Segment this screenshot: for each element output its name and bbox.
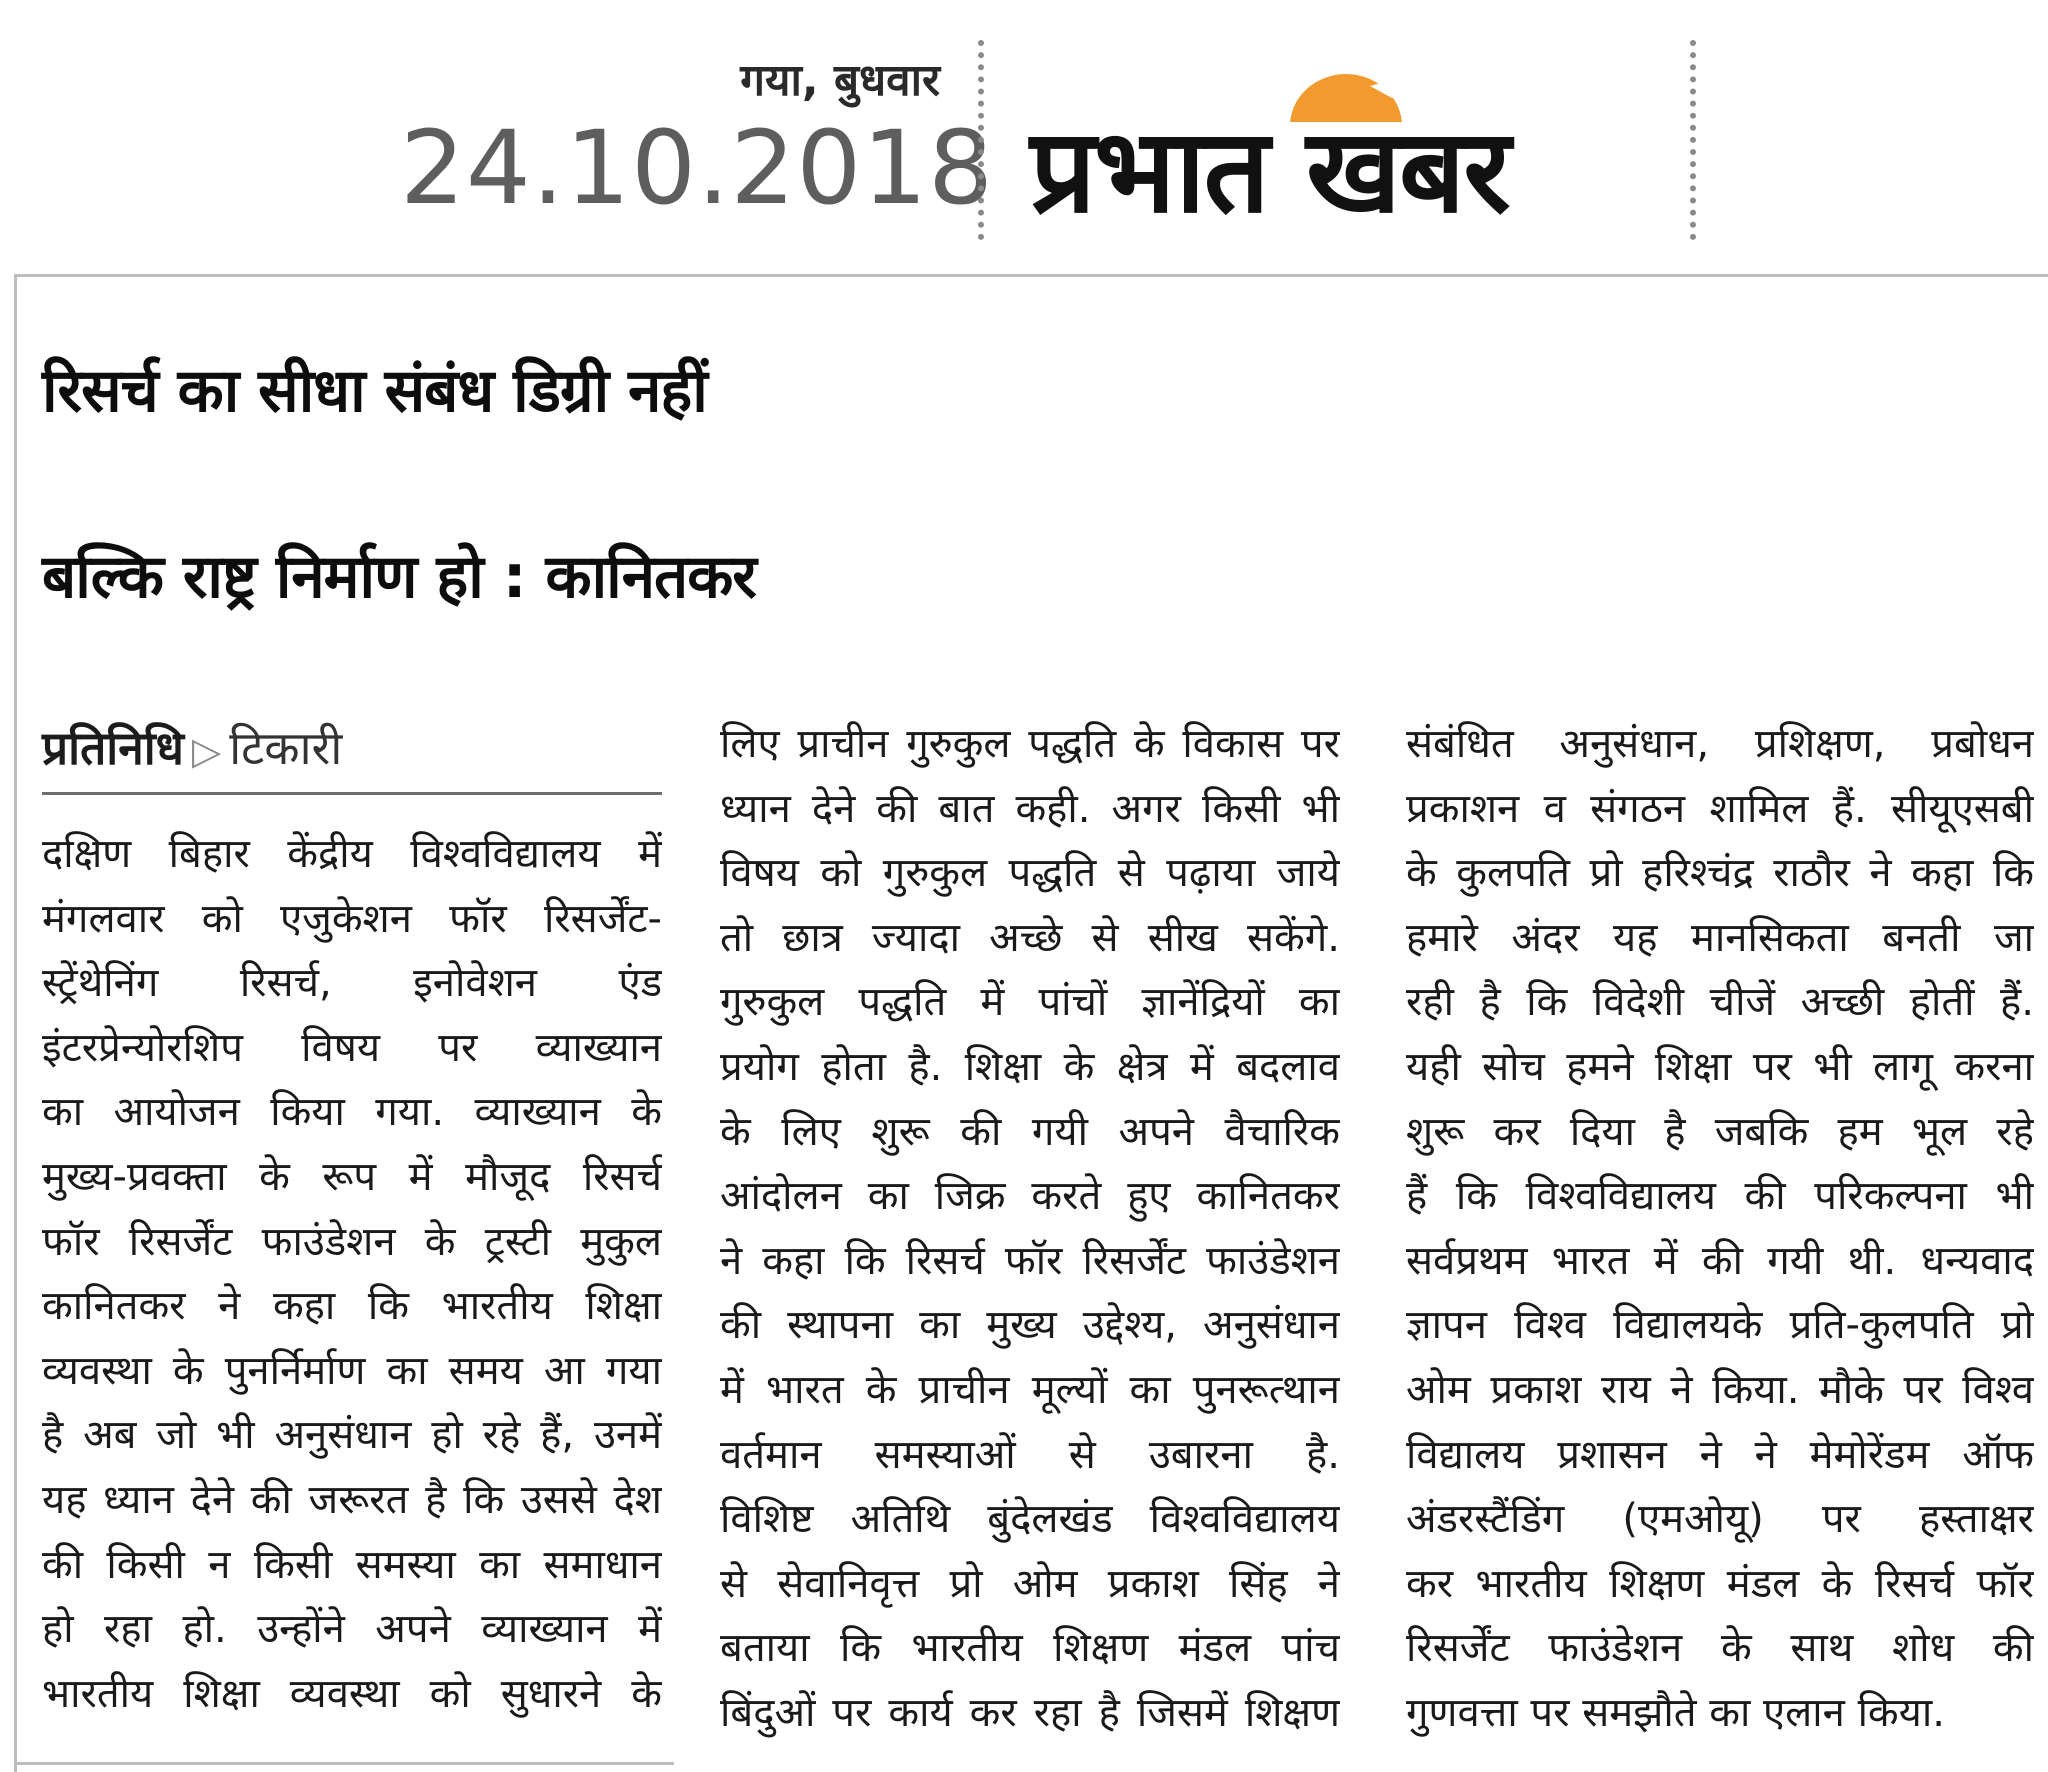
byline-place: टिकारी	[229, 721, 343, 775]
article-text-line: आंदोलन का जिक्र करते हुए कानितकर	[720, 1173, 1340, 1220]
article-column-2	[720, 712, 1340, 1746]
article-column-3	[1406, 712, 2034, 1746]
article-text-line: सर्वप्रथम भारत में की गयी थी. धन्यवाद	[1406, 1237, 2034, 1284]
article-text-line: की किसी न किसी समस्या का समाधान	[42, 1541, 662, 1588]
article-text-line: विद्यालय प्रशासन ने ने मेमोरेंडम ऑफ	[1406, 1431, 2034, 1478]
logo-wordmark: प्रभात खबर	[1030, 104, 1509, 239]
newspaper-logo	[1030, 58, 1670, 238]
byline-author: प्रतिनिधि	[42, 721, 184, 775]
article-text-line: यह ध्यान देने की जरूरत है कि उससे देश	[42, 1476, 662, 1523]
byline	[42, 716, 662, 786]
article-text-line: रही है कि विदेशी चीजें अच्छी होतीं हैं.	[1406, 979, 2034, 1026]
masthead-divider-right	[1690, 40, 1696, 240]
article-text-line: शुरू कर दिया है जबकि हम भूल रहे	[1406, 1108, 2034, 1155]
article-text-line: भारतीय शिक्षा व्यवस्था को सुधारने के	[42, 1670, 662, 1717]
article-text-line: ने कहा कि रिसर्च फॉर रिसर्जेंट फाउंडेशन	[720, 1237, 1340, 1284]
article-text-line: बताया कि भारतीय शिक्षण मंडल पांच	[720, 1625, 1340, 1672]
article-text-line: लिए प्राचीन गुरुकुल पद्धति के विकास पर	[720, 721, 1340, 767]
byline-rule	[42, 792, 662, 795]
article-text-line: व्यवस्था के पुनर्निर्माण का समय आ गया	[42, 1347, 662, 1394]
article-text-line: कर भारतीय शिक्षण मंडल के रिसर्च फॉर	[1406, 1560, 2034, 1607]
article-text-line: अंडरस्टैंडिंग (एमओयू) पर हस्ताक्षर	[1406, 1496, 2034, 1543]
triangle-right-icon: ▷	[191, 729, 222, 773]
article-text-line: फॉर रिसर्जेंट फाउंडेशन के ट्रस्टी मुकुल	[42, 1218, 662, 1265]
article-text-line: के लिए शुरू की गयी अपने वैचारिक	[720, 1108, 1340, 1155]
headline-line: रिसर्च का सीधा संबंध डिग्री नहीं	[42, 356, 707, 426]
article-text-line: हमारे अंदर यह मानसिकता बनती जा	[1406, 914, 2034, 961]
article-text-line: का आयोजन किया गया. व्याख्यान के	[42, 1089, 662, 1136]
article-text-line: रिसर्जेंट फाउंडेशन के साथ शोध की	[1406, 1625, 2034, 1672]
article-text-line: प्रकाशन व संगठन शामिल हैं. सीयूएसबी	[1406, 785, 2034, 832]
article-text-line: प्रयोग होता है. शिक्षा के क्षेत्र में बदलाव	[720, 1043, 1340, 1090]
article-text-line: यही सोच हमने शिक्षा पर भी लागू करना	[1406, 1043, 2034, 1090]
article-text-line: हो रहा हो. उन्होंने अपने व्याख्यान में	[42, 1606, 662, 1653]
article-headline	[42, 298, 2022, 670]
edition-date: 24.10.2018	[400, 109, 995, 228]
article-text-line: ध्यान देने की बात कही. अगर किसी भी	[720, 785, 1340, 832]
article-frame-bottom	[14, 1762, 674, 1765]
article-text-line: की स्थापना का मुख्य उद्देश्य, अनुसंधान	[720, 1302, 1340, 1349]
article-text-line: गुरुकुल पद्धति में पांचों ज्ञानेंद्रियों का	[720, 979, 1340, 1026]
article-text-line: विशिष्ट अतिथि बुंदेलखंड विश्वविद्यालय	[720, 1496, 1340, 1543]
article-text-line: गुणवत्ता पर समझौते का एलान किया.	[1406, 1689, 1945, 1736]
article-text-line: से सेवानिवृत्त प्रो ओम प्रकाश सिंह ने	[720, 1560, 1340, 1607]
article-text-line: वर्तमान समस्याओं से उबारना है.	[720, 1431, 1340, 1478]
article-text-line: इंटरप्रेन्योरशिप विषय पर व्याख्यान	[42, 1024, 662, 1071]
headline-line: बल्कि राष्ट्र निर्माण हो : कानितकर	[42, 542, 756, 612]
article-text-line: दक्षिण बिहार केंद्रीय विश्वविद्यालय में	[42, 831, 662, 877]
article-text-line: तो छात्र ज्यादा अच्छे से सीख सकेंगे.	[720, 914, 1340, 961]
article-text-line: ओम प्रकाश राय ने किया. मौके पर विश्व	[1406, 1366, 2034, 1413]
article-column-1	[42, 822, 662, 1726]
masthead-divider-left	[978, 40, 984, 240]
article-text-line: हैं कि विश्वविद्यालय की परिकल्पना भी	[1406, 1173, 2034, 1220]
article-text-line: मुख्य-प्रवक्ता के रूप में मौजूद रिसर्च	[42, 1153, 662, 1200]
article-text-line: है अब जो भी अनुसंधान हो रहे हैं, उनमें	[42, 1412, 662, 1459]
article-text-line: संबंधित अनुसंधान, प्रशिक्षण, प्रबोधन	[1406, 721, 2034, 767]
article-text-line: बिंदुओं पर कार्य कर रहा है जिसमें शिक्षण	[720, 1689, 1340, 1736]
article-text-line: में भारत के प्राचीन मूल्यों का पुनरूत्थान	[720, 1366, 1340, 1413]
article-text-line: स्ट्रेंथेनिंग रिसर्च, इनोवेशन एंड	[42, 960, 662, 1007]
article-text-line: विषय को गुरुकुल पद्धति से पढ़ाया जाये	[720, 850, 1340, 897]
article-text-line: कानितकर ने कहा कि भारतीय शिक्षा	[42, 1283, 662, 1330]
article-text-line: मंगलवार को एजुकेशन फॉर रिसर्जेंट-	[42, 895, 662, 942]
masthead	[0, 0, 2048, 260]
article-text-line: ज्ञापन विश्व विद्यालयके प्रति-कुलपति प्रो	[1406, 1302, 2034, 1349]
article-text-line: के कुलपति प्रो हरिश्चंद्र राठौर ने कहा कि	[1406, 850, 2034, 897]
city-day: गया, बुधवार	[740, 55, 940, 106]
article-frame-top	[14, 274, 2048, 277]
article-frame-left	[14, 274, 17, 1772]
